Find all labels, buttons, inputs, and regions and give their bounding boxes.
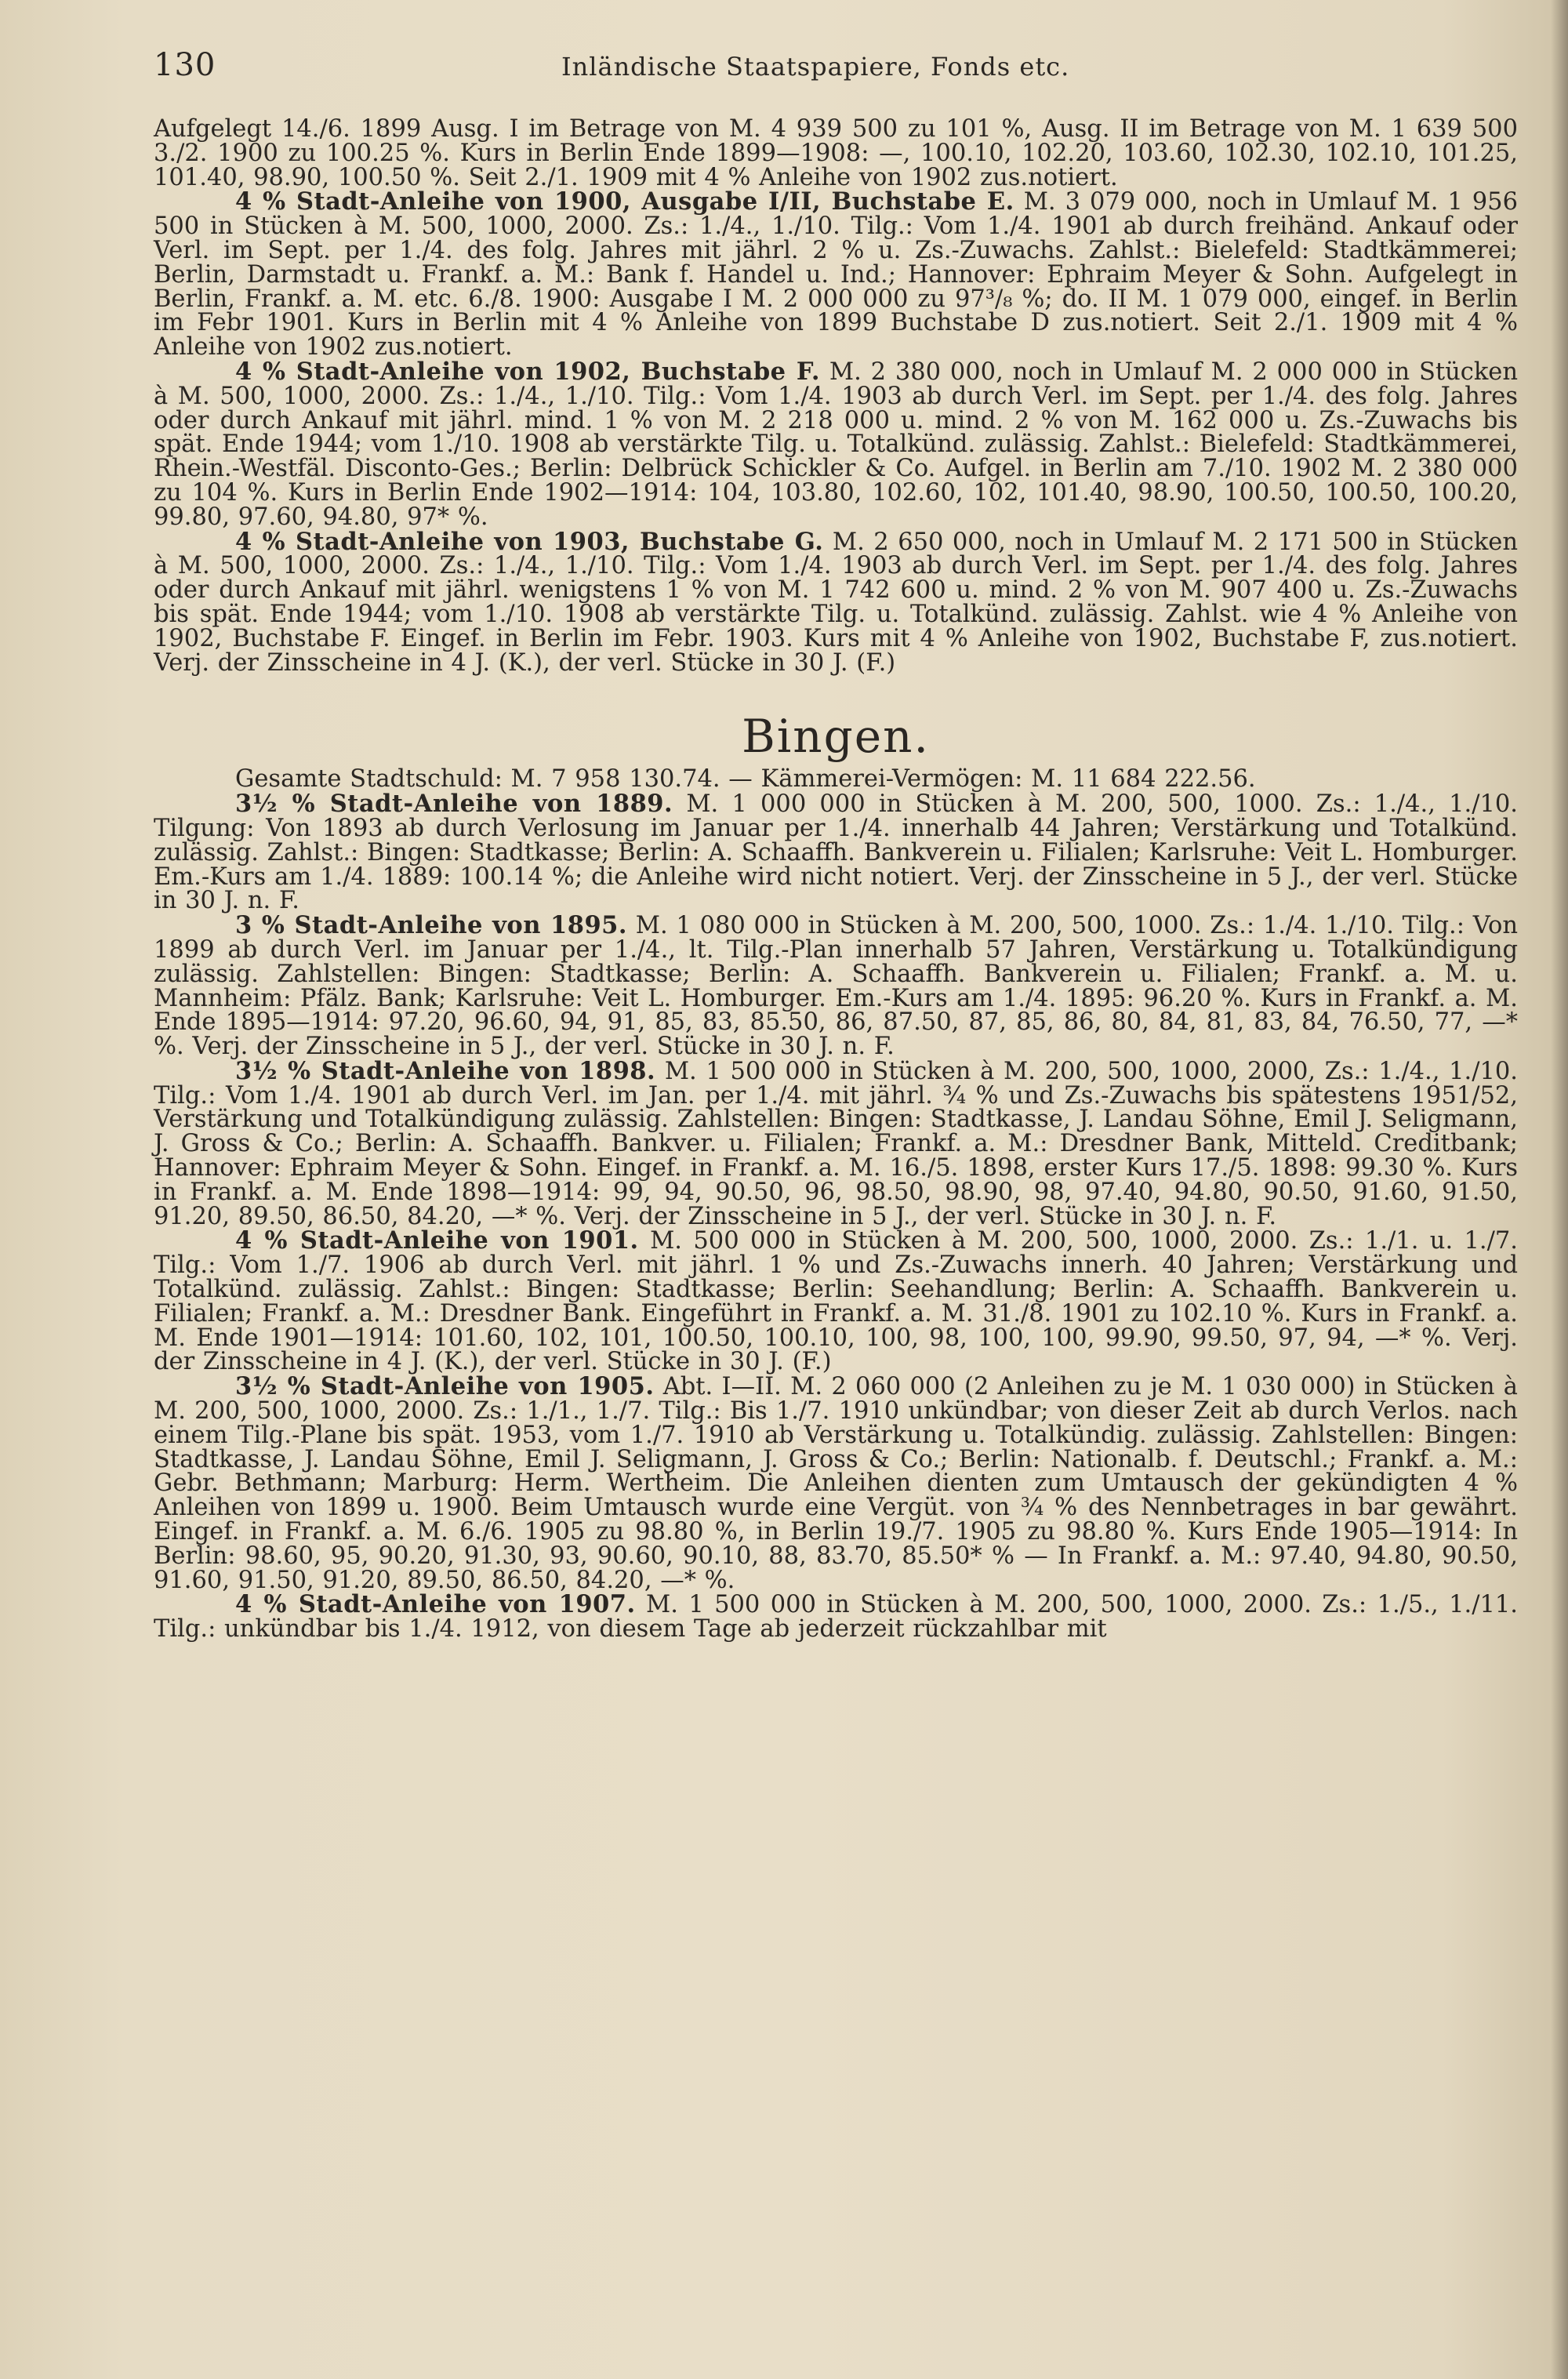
bingen-1895 [154, 913, 1518, 1059]
body-text [154, 115, 1519, 1644]
page-edge-shadow [1551, 0, 1568, 2379]
section-1903-title: 4 % Stadt-Anleihe von 1903, Buchstabe G. [235, 527, 824, 556]
bingen-1901 [154, 1226, 1519, 1376]
bingen-1907-body: M. 1 500 000 in Stücken à M. 200, 500, 1000, 2000. Zs.: 1./5., 1./11. Tilg.: unkündbar bis 1./4. 1912, von diesem Tage ab jederzeit rückzahlbar mit [154, 1591, 1518, 1644]
section-1900-body: M. 3 079 000, noch in Umlauf M. 1 956 500 in Stücken à M. 500, 1000, 2000. Zs.: 1./4., 1./10. Tilg.: Vom 1./4. 1901 ab durch freihänd. Ankauf oder Verl. im Sept. per 1./4. des folg. Jahres mit jährl. 2 % u. Zs.-Zuwachs. Zahlst.: Bielefeld: Stadtkämmerei; Berlin, Darmstadt u. Frankf. a. M.: Bank f. Handel u. Ind.; Hannover: Ephraim Meyer & Sohn. Aufgelegt in Berlin, Frankf. a. M. etc. 6./8. 1900: Ausgabe I M. 2 000 000 zu 97³/₈ %; do. II M. 1 079 000, eingef. in Berlin im Febr 1901. Kurs in Berlin mit 4 % Anleihe von 1899 Buchstabe D zus.notiert. Seit 2./1. 1909 mit 4 % Anleihe von 1902 zus.notiert. [154, 188, 1518, 361]
bingen-1898-body: M. 1 500 000 in Stücken à M. 200, 500, 1000, 2000, Zs.: 1./4., 1./10. Tilg.: Vom 1./4. 1901 ab durch Verl. im Jan. per 1./4. mit jährl. ¾ % und Zs.-Zuwachs bis spätestens 1951/52, Verstärkung und Totalkündigung zulässig. Zahlstellen: Bingen: Stadtkasse, J. Landau Söhne, Emil J. Seligmann, J. Gross & Co.; Berlin: A. Schaaffh. Bankver. u. Filialen; Frankf. a. M.: Dresdner Bank, Mitteld. Creditbank; Hannover: Ephraim Meyer & Sohn. Eingef. in Frankf. a. M. 16./5. 1898, erster Kurs 17./5. 1898: 99.30 %. Kurs in Frankf. a. M. Ende 1898—1914: 99, 94, 90.50, 96, 98.50, 98.90, 98, 97.40, 94.80, 90.50, 91.60, 91.50, 91.20, 89.50, 86.50, 84.20, —* %. Verj. der Zinsscheine in 5 J., der verl. Stücke in 30 J. n. F. [154, 1057, 1518, 1230]
section-1902-body: M. 2 380 000, noch in Umlauf M. 2 000 000 in Stücken à M. 500, 1000, 2000. Zs.: 1./4., 1./10. Tilg.: Vom 1./4. 1903 ab durch Verl. im Sept. per 1./4. des folg. Jahres oder durch Ankauf mit jährl. mind. 1 % von M. 2 218 000 u. mind. 2 % von M. 162 000 u. Zs.-Zuwachs bis spät. Ende 1944; vom 1./10. 1908 ab verstärkte Tilg. u. Totalkünd. zulässig. Zahlst.: Bielefeld: Stadtkämmerei, Rhein.-Westfäl. Disconto-Ges.; Berlin: Delbrück Schickler & Co. Aufgel. in Berlin am 7./10. 1902 M. 2 380 000 zu 104 %. Kurs in Berlin Ende 1902—1914: 104, 103.80, 102.60, 102, 101.40, 98.90, 100.50, 100.50, 100.20, 99.80, 97.60, 94.80, 97* %. [154, 358, 1518, 531]
section-1900-title: 4 % Stadt-Anleihe von 1900, Ausgabe I/II, Buchstabe E. [235, 187, 1014, 216]
page-number: 130 [154, 47, 216, 83]
page-header [154, 47, 1486, 102]
bingen-1889-body: M. 1 000 000 in Stücken à M. 200, 500, 1000. Zs.: 1./4., 1./10. Tilgung: Von 1893 ab durch Verlosung im Januar per 1./4. innerhalb 44 Jahren; Verstärkung und Totalkünd. zulässig. Zahlst.: Bingen: Stadtkasse; Berlin: A. Schaaffh. Bankverein u. Filialen; Karlsruhe: Veit L. Homburger. Em.-Kurs am 1./4. 1889: 100.14 %; die Anleihe wird nicht notiert. Verj. der Zinsscheine in 5 J., der verl. Stücke in 30 J. n. F. [154, 790, 1519, 915]
bingen-1907 [154, 1590, 1518, 1644]
section-1900 [154, 187, 1518, 361]
bingen-1895-body: M. 1 080 000 in Stücken à M. 200, 500, 1000. Zs.: 1./4. 1./10. Tilg.: Von 1899 ab durch Verl. im Januar per 1./4., lt. Tilg.-Plan innerhalb 57 Jahren, Verstärkung u. Totalkündigung zulässig. Zahlstellen: Bingen: Stadtkasse; Berlin: A. Schaaffh. Bankverein u. Filialen; Frankf. a. M. u. Mannheim: Pfälz. Bank; Karlsruhe: Veit L. Homburger. Em.-Kurs am 1./4. 1895: 96.20 %. Kurs in Frankf. a. M. Ende 1895—1914: 97.20, 96.60, 94, 91, 85, 83, 85.50, 86, 87.50, 87, 85, 86, 80, 84, 81, 83, 84, 76.50, 77, —* %. Verj. der Zinsscheine in 5 J., der verl. Stücke in 30 J. n. F. [154, 912, 1518, 1061]
bingen-1901-title: 4 % Stadt-Anleihe von 1901. [235, 1226, 639, 1255]
section-1902 [154, 357, 1518, 531]
bingen-1905 [154, 1372, 1518, 1594]
section-1903-body: M. 2 650 000, noch in Umlauf M. 2 171 500 in Stücken à M. 500, 1000, 2000. Zs.: 1./4., 1./10. Tilg.: Vom 1./4. 1903 ab durch Verl. im Sept. per 1./4. des folg. Jahres oder durch Ankauf mit jährl. wenigstens 1 % von M. 1 742 600 u. mind. 2 % von M. 907 400 u. Zs.-Zuwachs bis spät. Ende 1944; vom 1./10. 1908 ab verstärkte Tilg. u. Totalkünd. zulässig. Zahlst. wie 4 % Anleihe von 1902, Buchstabe F. Eingef. in Berlin im Febr. 1903. Kurs mit 4 % Anleihe von 1902, Buchstabe F, zus.notiert. Verj. der Zinsscheine in 4 J. (K.), der verl. Stücke in 30 J. (F.) [154, 528, 1519, 677]
bingen-1907-title: 4 % Stadt-Anleihe von 1907. [235, 1590, 636, 1619]
section-1903 [154, 527, 1519, 677]
city-heading-bingen: Bingen. [742, 710, 930, 764]
bingen-1895-title: 3 % Stadt-Anleihe von 1895. [235, 911, 628, 940]
bingen-1889 [154, 792, 1518, 913]
bingen-1898-title: 3½ % Stadt-Anleihe von 1898. [235, 1056, 656, 1085]
bingen-summary: Gesamte Stadtschuld: M. 7 958 130.74. — Kämmerei-Vermögen: M. 11 684 222.56. [235, 765, 1256, 794]
bingen-1905-body: Abt. I—II. M. 2 060 000 (2 Anleihen zu je M. 1 030 000) in Stücken à M. 200, 500, 1000, 2000. Zs.: 1./1., 1./7. Tilg.: Bis 1./7. 1910 unkündbar; von dieser Zeit ab durch Verlos. nach einem Tilg.-Plane bis spät. 1953, vom 1./7. 1910 ab Verstärkung u. Totalkündig. zulässig. Zahlstellen: Bingen: Stadtkasse, J. Landau Söhne, Emil J. Seligmann, J. Gross & Co.; Berlin: Nationalb. f. Deutschl.; Frankf. a. M.: Gebr. Bethmann; Marburg: Herm. Wertheim. Die Anleihen dienten zum Umtausch der gekündigten 4 % Anleihen von 1899 u. 1900. Beim Umtausch wurde eine Vergüt. von ¾ % des Nennbetrages in bar gewährt. Eingef. in Frankf. a. M. 6./6. 1905 zu 98.80 %, in Berlin 19./7. 1905 zu 98.80 %. Kurs Ende 1905—1914: In Berlin: 98.60, 95, 90.20, 91.30, 93, 90.60, 90.10, 88, 83.70, 85.50* % — In Frankf. a. M.: 97.40, 94.80, 90.50, 91.60, 91.50, 91.20, 89.50, 86.50, 84.20, —* %. [154, 1373, 1518, 1594]
intro-paragraph: Aufgelegt 14./6. 1899 Ausg. I im Betrage von M. 4 939 500 zu 101 %, Ausg. II im Betrage von M. 1 639 500 3./2. 1900 zu 100.25 %. Kurs in Berlin Ende 1899—1908: —, 100.10, 102.20, 103.60, 102.30, 102.10, 101.25, 101.40, 98.90, 100.50 %. Seit 2./1. 1909 mit 4 % Anleihe von 1902 zus.notiert. [154, 115, 1518, 191]
bingen-1898 [154, 1056, 1518, 1230]
section-1902-title: 4 % Stadt-Anleihe von 1902, Buchstabe F. [235, 357, 821, 386]
running-title: Inländische Staatspapiere, Fonds etc. [561, 52, 1070, 82]
bingen-1901-body: M. 500 000 in Stücken à M. 200, 500, 1000, 2000. Zs.: 1./1. u. 1./7. Tilg.: Vom 1./7. 1906 ab durch Verl. mit jährl. 1 % und Zs.-Zuwachs innerh. 40 Jahren; Verstärkung und Totalkünd. zulässig. Zahlst.: Bingen: Stadtkasse; Berlin: Seehandlung; Berlin: A. Schaaffh. Bankverein u. Filialen; Frankf. a. M.: Dresdner Bank. Eingeführt in Frankf. a. M. 31./8. 1901 zu 102.10 %. Kurs in Frankf. a. M. Ende 1901—1914: 101.60, 102, 101, 100.50, 100.10, 100, 98, 100, 100, 99.90, 99.50, 97, 94, —* %. Verj. der Zinsscheine in 4 J. (K.), der verl. Stücke in 30 J. (F.) [154, 1227, 1519, 1376]
bingen-1889-title: 3½ % Stadt-Anleihe von 1889. [235, 790, 673, 819]
bingen-1905-title: 3½ % Stadt-Anleihe von 1905. [235, 1372, 655, 1401]
